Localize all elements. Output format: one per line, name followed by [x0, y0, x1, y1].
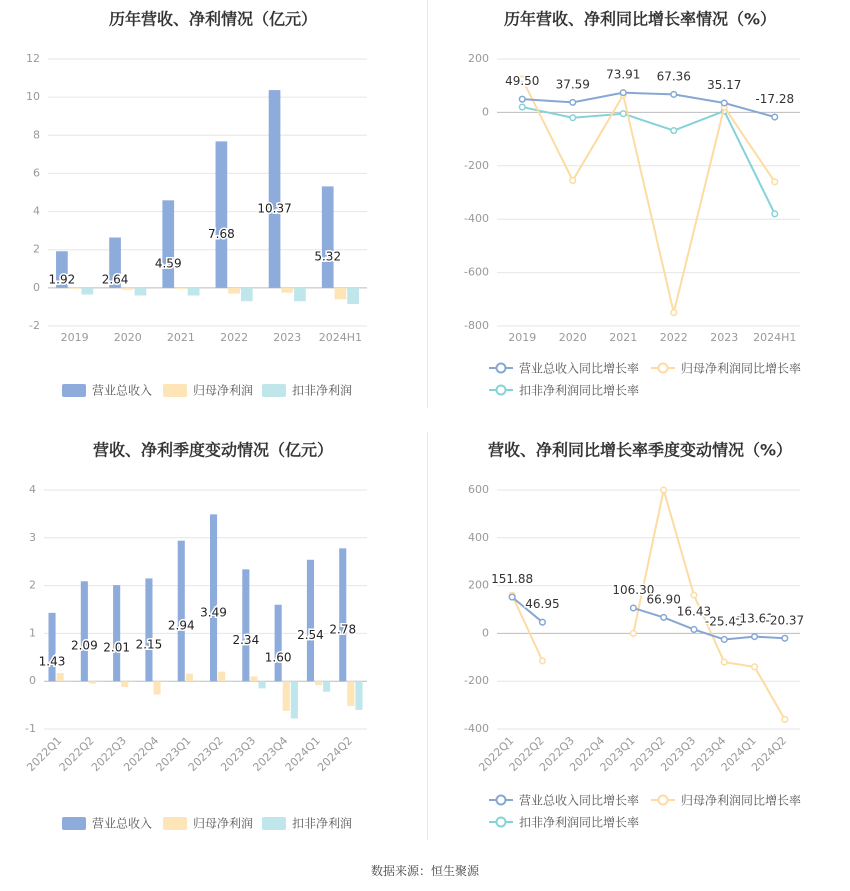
legend-label: 营业总收入同比增长率 — [519, 793, 640, 808]
x-tick-label: 2020 — [558, 331, 587, 344]
legend-label: 营业总收入同比增长率 — [519, 361, 640, 376]
bar-data-label: 2.01 — [103, 640, 131, 655]
y-tick-label: -400 — [464, 212, 489, 226]
bar — [335, 288, 347, 299]
x-tick-label: 2024Q2 — [315, 734, 356, 775]
data-point — [661, 487, 667, 493]
chart-title: 历年营收、净利情况（亿元） — [108, 9, 318, 29]
bar — [145, 578, 152, 681]
legend-marker — [659, 364, 668, 373]
data-point — [671, 92, 677, 98]
bar-data-label: 4.59 — [154, 256, 182, 271]
bar — [129, 681, 136, 682]
y-tick-label: 200 — [468, 578, 489, 592]
data-point — [772, 114, 778, 120]
chart-title: 营收、净利同比增长率季度变动情况（%） — [487, 440, 793, 460]
bar — [323, 681, 330, 692]
y-tick-label: -200 — [464, 158, 489, 172]
line-data-label: 35.17 — [707, 78, 742, 93]
y-tick-label: -1 — [25, 722, 36, 735]
bar — [175, 288, 187, 289]
bar — [339, 548, 346, 681]
bar — [291, 681, 298, 718]
bar — [135, 288, 147, 296]
legend-marker — [659, 796, 668, 805]
bar-data-label: 2.09 — [70, 638, 98, 653]
bar-data-label: 7.68 — [208, 227, 235, 242]
y-tick-label: 8 — [33, 128, 40, 142]
legend-marker — [497, 796, 506, 805]
x-tick-label: 2023Q1 — [597, 734, 638, 775]
x-tick-label: 2023Q1 — [153, 734, 194, 775]
bar-data-label: 1.43 — [38, 654, 66, 669]
chart-title: 历年营收、净利同比增长率情况（%） — [503, 9, 777, 29]
series-line — [522, 93, 775, 117]
data-point — [782, 717, 788, 723]
chart-title: 营收、净利季度变动情况（亿元） — [92, 440, 334, 460]
bar-data-label: 1.92 — [48, 272, 76, 287]
bar — [355, 681, 362, 710]
legend-swatch — [62, 384, 86, 397]
bar-data-label: 2.78 — [329, 622, 357, 637]
x-tick-label: 2022 — [220, 331, 249, 344]
data-source-note: 数据来源：恒生聚源 — [370, 864, 479, 878]
data-point — [570, 100, 576, 106]
x-tick-label: 2023Q3 — [658, 734, 699, 775]
line-data-label: 67.36 — [656, 69, 691, 84]
bar — [162, 200, 174, 288]
bar — [283, 681, 290, 711]
y-tick-label: 0 — [482, 105, 489, 119]
line-data-label: 49.50 — [505, 74, 540, 89]
x-tick-label: 2022Q2 — [506, 734, 547, 775]
data-point — [752, 664, 758, 670]
bar — [322, 186, 334, 287]
chart-quarterly-growth — [464, 441, 804, 830]
bar-data-label: 2.15 — [135, 637, 163, 652]
x-tick-label: 2023Q4 — [250, 734, 291, 775]
bar — [216, 141, 228, 287]
data-point — [671, 310, 677, 316]
bar — [315, 681, 322, 685]
legend-label: 归母净利润 — [193, 383, 254, 398]
bar — [226, 681, 233, 682]
x-tick-label: 2024H1 — [753, 331, 797, 344]
bar — [81, 288, 93, 295]
bar — [81, 581, 88, 681]
bar — [113, 585, 120, 681]
bar-data-label: 2.94 — [167, 618, 195, 633]
x-tick-label: 2019 — [508, 331, 537, 344]
bar — [250, 676, 257, 681]
y-tick-label: 0 — [482, 626, 489, 640]
data-point — [752, 634, 758, 640]
line-data-label: -20.37 — [765, 613, 805, 628]
x-tick-label: 2021 — [166, 331, 195, 344]
data-point — [540, 619, 546, 625]
bar — [241, 288, 253, 301]
legend-swatch — [262, 384, 286, 397]
bar — [269, 90, 281, 288]
x-tick-label: 2023Q4 — [688, 734, 729, 775]
line-data-label: 37.59 — [555, 77, 590, 92]
x-tick-label: 2023Q2 — [185, 734, 226, 775]
x-tick-label: 2023Q3 — [218, 734, 259, 775]
y-tick-label: 3 — [29, 530, 36, 544]
x-tick-label: 2024Q1 — [718, 734, 759, 775]
bar — [89, 681, 96, 683]
legend-label: 扣非净利润 — [292, 816, 353, 831]
y-tick-label: 12 — [26, 52, 40, 65]
data-point — [721, 637, 727, 643]
bar — [294, 288, 306, 301]
chart-annual-growth — [464, 10, 801, 398]
y-tick-label: 0 — [29, 674, 36, 688]
y-tick-label: -400 — [464, 722, 489, 735]
data-point — [691, 627, 697, 633]
y-tick-label: 600 — [468, 483, 489, 496]
data-point — [509, 594, 515, 600]
y-tick-label: -200 — [464, 674, 489, 688]
bar — [210, 514, 217, 681]
bar — [228, 288, 240, 294]
legend-label: 扣非净利润 — [292, 383, 353, 398]
line-data-label: -17.28 — [755, 92, 795, 107]
line-data-label: -25.45 — [704, 614, 744, 629]
line-data-label: 16.43 — [676, 604, 712, 619]
legend-marker — [497, 818, 506, 827]
data-point — [620, 111, 626, 117]
y-tick-label: -2 — [29, 319, 40, 332]
legend-swatch — [163, 384, 187, 397]
y-tick-label: 4 — [33, 204, 40, 218]
x-tick-label: 2022Q4 — [121, 734, 162, 775]
x-tick-label: 2019 — [60, 331, 89, 344]
y-tick-label: 0 — [33, 280, 40, 294]
line-data-label: 46.95 — [525, 597, 560, 612]
bar — [188, 288, 200, 296]
line-data-label: -13.61 — [735, 611, 774, 626]
x-tick-label: 2024Q2 — [749, 734, 790, 775]
legend-swatch — [262, 817, 286, 830]
x-tick-label: 2020 — [113, 331, 142, 344]
x-tick-label: 2022Q3 — [88, 734, 129, 775]
chart-annual-amounts — [26, 10, 367, 398]
vertical-divider-bottom — [427, 432, 428, 840]
data-point — [772, 211, 778, 217]
bar — [97, 681, 104, 682]
data-point — [570, 178, 576, 184]
data-point — [691, 592, 697, 598]
data-point — [631, 631, 637, 637]
series-line — [522, 107, 775, 214]
vertical-divider-top — [427, 0, 428, 408]
bar — [69, 288, 81, 289]
line-data-label: 106.30 — [612, 582, 655, 597]
y-tick-label: 6 — [33, 166, 40, 180]
bar — [259, 681, 266, 688]
y-tick-label: 2 — [29, 578, 36, 592]
x-tick-label: 2022Q2 — [56, 734, 97, 775]
legend-label: 扣非净利润同比增长率 — [519, 383, 640, 398]
y-tick-label: 400 — [468, 530, 489, 544]
y-tick-label: -800 — [464, 319, 489, 332]
legend-label: 归母净利润同比增长率 — [681, 361, 802, 376]
data-point — [721, 100, 727, 106]
data-point — [721, 659, 727, 665]
chart-quarterly-amounts — [24, 441, 367, 831]
bar-data-label: 2.54 — [297, 627, 324, 642]
data-point — [540, 658, 546, 664]
y-tick-label: -600 — [464, 265, 489, 279]
y-tick-label: 4 — [29, 483, 36, 496]
legend-marker — [497, 386, 506, 395]
x-tick-label: 2024H1 — [318, 331, 363, 344]
x-tick-label: 2023 — [710, 331, 739, 344]
data-point — [782, 635, 788, 641]
bar — [347, 681, 354, 706]
data-point — [570, 115, 576, 121]
bar-data-label: 2.64 — [101, 272, 129, 287]
bar-data-label: 3.49 — [200, 605, 227, 620]
legend-marker — [497, 364, 506, 373]
bar — [153, 681, 160, 694]
bar-data-label: 1.60 — [264, 650, 292, 665]
bar — [242, 569, 249, 681]
data-point — [772, 179, 778, 185]
y-tick-label: 10 — [26, 90, 40, 104]
bar — [57, 673, 64, 681]
x-tick-label: 2022Q4 — [567, 734, 608, 775]
y-tick-label: 2 — [33, 242, 40, 256]
bar — [281, 288, 293, 293]
bar — [178, 541, 185, 682]
x-tick-label: 2022Q3 — [536, 734, 577, 775]
line-data-label: 73.91 — [606, 67, 641, 82]
bar — [162, 681, 169, 682]
x-tick-label: 2024Q1 — [282, 734, 323, 775]
bar-data-label: 10.37 — [257, 201, 292, 216]
y-tick-label: 200 — [468, 52, 489, 65]
line-data-label: 151.88 — [491, 572, 534, 587]
legend-swatch — [62, 817, 86, 830]
x-tick-label: 2023 — [273, 331, 302, 344]
legend-label: 营业总收入 — [92, 383, 153, 398]
bar — [347, 288, 359, 304]
bar-data-label: 5.32 — [314, 249, 342, 264]
data-point — [671, 128, 677, 134]
bar — [186, 674, 193, 682]
x-tick-label: 2022 — [659, 331, 688, 344]
x-tick-label: 2023Q2 — [627, 734, 668, 775]
bar — [121, 681, 128, 687]
legend-label: 扣非净利润同比增长率 — [519, 815, 640, 830]
y-tick-label: 1 — [29, 626, 36, 640]
data-point — [519, 104, 525, 110]
x-tick-label: 2022Q1 — [24, 734, 65, 775]
x-tick-label: 2022Q1 — [476, 734, 517, 775]
x-tick-label: 2021 — [609, 331, 638, 344]
legend-label: 归母净利润同比增长率 — [681, 793, 802, 808]
bar — [307, 560, 314, 681]
bar — [275, 605, 282, 681]
data-point — [661, 615, 667, 621]
data-point — [620, 90, 626, 96]
legend-label: 营业总收入 — [92, 816, 153, 831]
bar — [48, 613, 55, 681]
bar — [122, 288, 134, 290]
line-data-label: 66.90 — [646, 592, 681, 607]
data-point — [631, 605, 637, 611]
legend-swatch — [163, 817, 187, 830]
data-point — [519, 96, 525, 102]
bar — [218, 672, 225, 682]
bar — [194, 681, 201, 682]
legend-label: 归母净利润 — [193, 816, 254, 831]
bar — [65, 681, 72, 682]
bar-data-label: 2.34 — [232, 632, 260, 647]
